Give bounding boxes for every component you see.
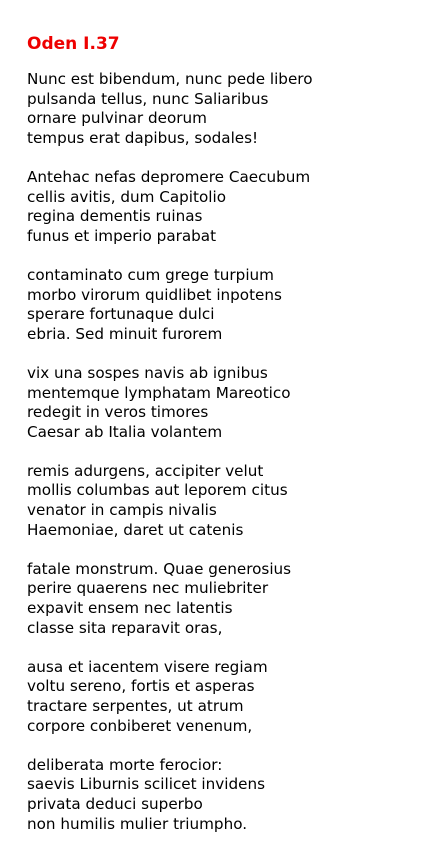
- poem-line: mentemque lymphatam Mareotico: [27, 383, 291, 402]
- poem-line: sperare fortunaque dulci: [27, 305, 215, 324]
- stanza-4: [27, 364, 427, 442]
- stanza-2: [27, 168, 427, 246]
- poem-line: cellis avitis, dum Capitolio: [27, 187, 226, 206]
- poem-line: privata deduci superbo: [27, 794, 203, 813]
- poem-line: venator in campis nivalis: [27, 501, 217, 520]
- stanza-5: [27, 462, 427, 540]
- poem-line: remis adurgens, accipiter velut: [27, 461, 264, 480]
- poem-line: ornare pulvinar deorum: [27, 109, 207, 128]
- poem-container: [27, 32, 427, 854]
- poem-line: funus et imperio parabat: [27, 226, 217, 245]
- stanza-3: [27, 266, 427, 344]
- poem-line: Nunc est bibendum, nunc pede libero: [27, 70, 313, 88]
- poem-line: perire quaerens nec muliebriter: [27, 579, 269, 598]
- poem-line: corpore conbiberet venenum,: [27, 716, 253, 735]
- poem-title: Oden I.37: [27, 34, 120, 54]
- poem-line: Caesar ab Italia volantem: [27, 422, 223, 441]
- stanza-7: [27, 658, 427, 736]
- stanza-6: [27, 560, 427, 638]
- poem-line: pulsanda tellus, nunc Saliaribus: [27, 89, 269, 108]
- poem-line: contaminato cum grege turpium: [27, 265, 274, 284]
- poem-line: expavit ensem nec latentis: [27, 599, 233, 618]
- poem-line: vix una sospes navis ab ignibus: [27, 363, 268, 382]
- poem-line: regina dementis ruinas: [27, 207, 203, 226]
- poem-line: Antehac nefas depromere Caecubum: [27, 167, 311, 186]
- poem-line: saevis Liburnis scilicet invidens: [27, 775, 265, 794]
- poem-line: mollis columbas aut leporem citus: [27, 481, 288, 500]
- poem-line: classe sita reparavit oras,: [27, 618, 223, 637]
- poem-line: non humilis mulier triumpho.: [27, 814, 248, 833]
- poem-line: fatale monstrum. Quae generosius: [27, 559, 292, 578]
- poem-line: ebria. Sed minuit furorem: [27, 324, 223, 343]
- stanza-8: [27, 756, 427, 834]
- poem-line: ausa et iacentem visere regiam: [27, 657, 268, 676]
- poem-line: tractare serpentes, ut atrum: [27, 697, 244, 715]
- poem-line: voltu sereno, fortis et asperas: [27, 677, 255, 696]
- poem-line: deliberata morte ferocior:: [27, 755, 223, 774]
- poem-line: Haemoniae, daret ut catenis: [27, 520, 244, 539]
- poem-line: tempus erat dapibus, sodales!: [27, 128, 259, 147]
- poem-line: morbo virorum quidlibet inpotens: [27, 285, 282, 304]
- stanza-1: [27, 70, 427, 148]
- poem-line: redegit in veros timores: [27, 403, 209, 422]
